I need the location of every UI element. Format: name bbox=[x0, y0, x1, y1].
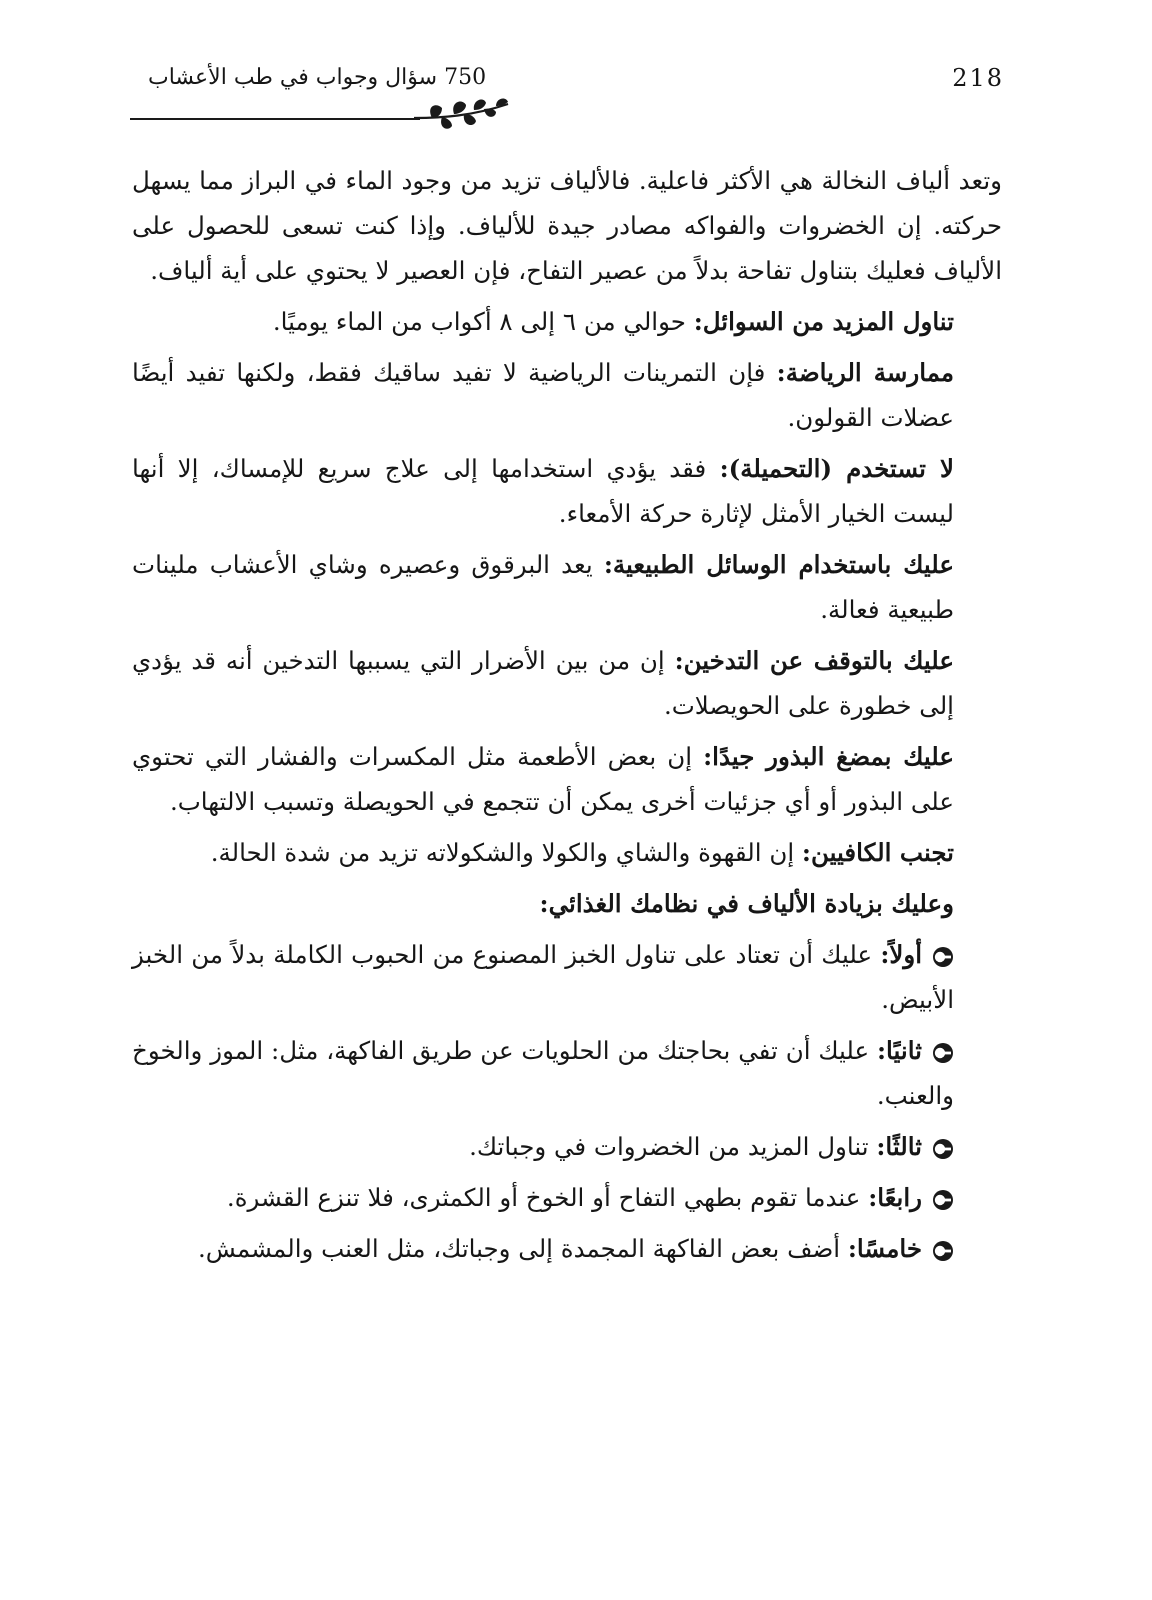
crescent-bullet-icon bbox=[932, 1042, 954, 1064]
paragraph-smoking bbox=[132, 638, 1002, 728]
crescent-bullet-icon bbox=[932, 1240, 954, 1262]
bullet-item-second bbox=[132, 1028, 1002, 1118]
paragraph-suppository bbox=[132, 446, 1002, 536]
crescent-bullet-icon bbox=[932, 1189, 954, 1211]
paragraph-fiber-intro bbox=[132, 158, 1002, 293]
bullet-lead: ثانيًا: bbox=[876, 1036, 922, 1065]
page-number: 218 bbox=[952, 64, 1004, 92]
bullet-lead: رابعًا: bbox=[868, 1183, 922, 1212]
paragraph-text: فقد يؤدي استخدامها إلى علاج سريع للإمساك، إلا أنها ليست الخيار الأمثل لإثارة حركة الأمعاء. bbox=[132, 454, 954, 528]
paragraph-natural-remedies bbox=[132, 542, 1002, 632]
bullet-text: عليك أن تفي بحاجتك من الحلويات عن طريق الفاكهة، مثل: الموز والخوخ والعنب. bbox=[132, 1036, 954, 1110]
bullet-text: أضف بعض الفاكهة المجمدة إلى وجباتك، مثل العنب والمشمش. bbox=[198, 1234, 848, 1263]
page-body bbox=[132, 158, 1002, 1458]
bullet-lead: أولاً: bbox=[880, 940, 922, 969]
bullet-item-fourth bbox=[132, 1175, 1002, 1220]
paragraph-lead: تجنب الكافيين: bbox=[801, 838, 954, 867]
paragraph-lead: عليك باستخدام الوسائل الطبيعية: bbox=[603, 550, 954, 579]
bullet-text: تناول المزيد من الخضروات في وجباتك. bbox=[469, 1132, 877, 1161]
crescent-bullet-icon bbox=[932, 1138, 954, 1160]
bullet-item-first bbox=[132, 932, 1002, 1022]
paragraph-text: إن بعض الأطعمة مثل المكسرات والفشار التي تحتوي على البذور أو أي جزئيات أخرى يمكن أن تتجمع في الحويصلة وتسبب الالتهاب. bbox=[132, 742, 954, 816]
paragraph-lead: لا تستخدم (التحميلة): bbox=[719, 454, 954, 483]
paragraph-exercise bbox=[132, 350, 1002, 440]
paragraph-lead: ممارسة الرياضة: bbox=[776, 358, 954, 387]
paragraph-text: وتعد ألياف النخالة هي الأكثر فاعلية. فالألياف تزيد من وجود الماء في البراز مما يسهل حركته. إن الخضروات والفواكه مصادر جيدة للألياف. وإذا كنت تسعى للحصول على الألياف فعليك بتناول تفاحة بدلاً من عصير التفاح، فإن العصير لا يحتوي على أية ألياف. bbox=[132, 166, 1002, 285]
paragraph-lead: عليك بالتوقف عن التدخين: bbox=[674, 646, 954, 675]
paragraph-lead: عليك بمضغ البذور جيدًا: bbox=[703, 742, 954, 771]
bullet-lead: خامسًا: bbox=[847, 1234, 922, 1263]
bullet-lead: ثالثًا: bbox=[876, 1132, 922, 1161]
header-rule bbox=[130, 118, 420, 120]
paragraph-fluids bbox=[132, 299, 1002, 344]
paragraph-text: إن من بين الأضرار التي يسببها التدخين أنه قد يؤدي إلى خطورة على الحويصلات. bbox=[132, 646, 954, 720]
paragraph-lead: وعليك بزيادة الألياف في نظامك الغذائي: bbox=[539, 889, 954, 918]
paragraph-text: يعد البرقوق وعصيره وشاي الأعشاب ملينات طبيعية فعالة. bbox=[132, 550, 954, 624]
paragraph-lead: تناول المزيد من السوائل: bbox=[693, 307, 954, 336]
paragraph-caffeine bbox=[132, 830, 1002, 875]
leaf-branch-ornament-icon bbox=[412, 96, 512, 136]
paragraph-text: إن القهوة والشاي والكولا والشكولاته تزيد من شدة الحالة. bbox=[210, 838, 802, 867]
bullet-item-third bbox=[132, 1124, 1002, 1169]
paragraph-text: حوالي من ٦ إلى ٨ أكواب من الماء يوميًا. bbox=[272, 307, 694, 336]
crescent-bullet-icon bbox=[932, 946, 954, 968]
paragraph-fiber-diet bbox=[132, 881, 1002, 926]
bullet-text: عندما تقوم بطهي التفاح أو الخوخ أو الكمثرى، فلا تنزع القشرة. bbox=[226, 1183, 869, 1212]
bullet-item-fifth bbox=[132, 1226, 1002, 1271]
paragraph-seeds bbox=[132, 734, 1002, 824]
running-header-title: 750 سؤال وجواب في طب الأعشاب bbox=[148, 65, 487, 90]
bullet-text: عليك أن تعتاد على تناول الخبز المصنوع من الحبوب الكاملة بدلاً من الخبز الأبيض. bbox=[132, 940, 954, 1014]
paragraph-text: فإن التمرينات الرياضية لا تفيد ساقيك فقط، ولكنها تفيد أيضًا عضلات القولون. bbox=[132, 358, 954, 432]
